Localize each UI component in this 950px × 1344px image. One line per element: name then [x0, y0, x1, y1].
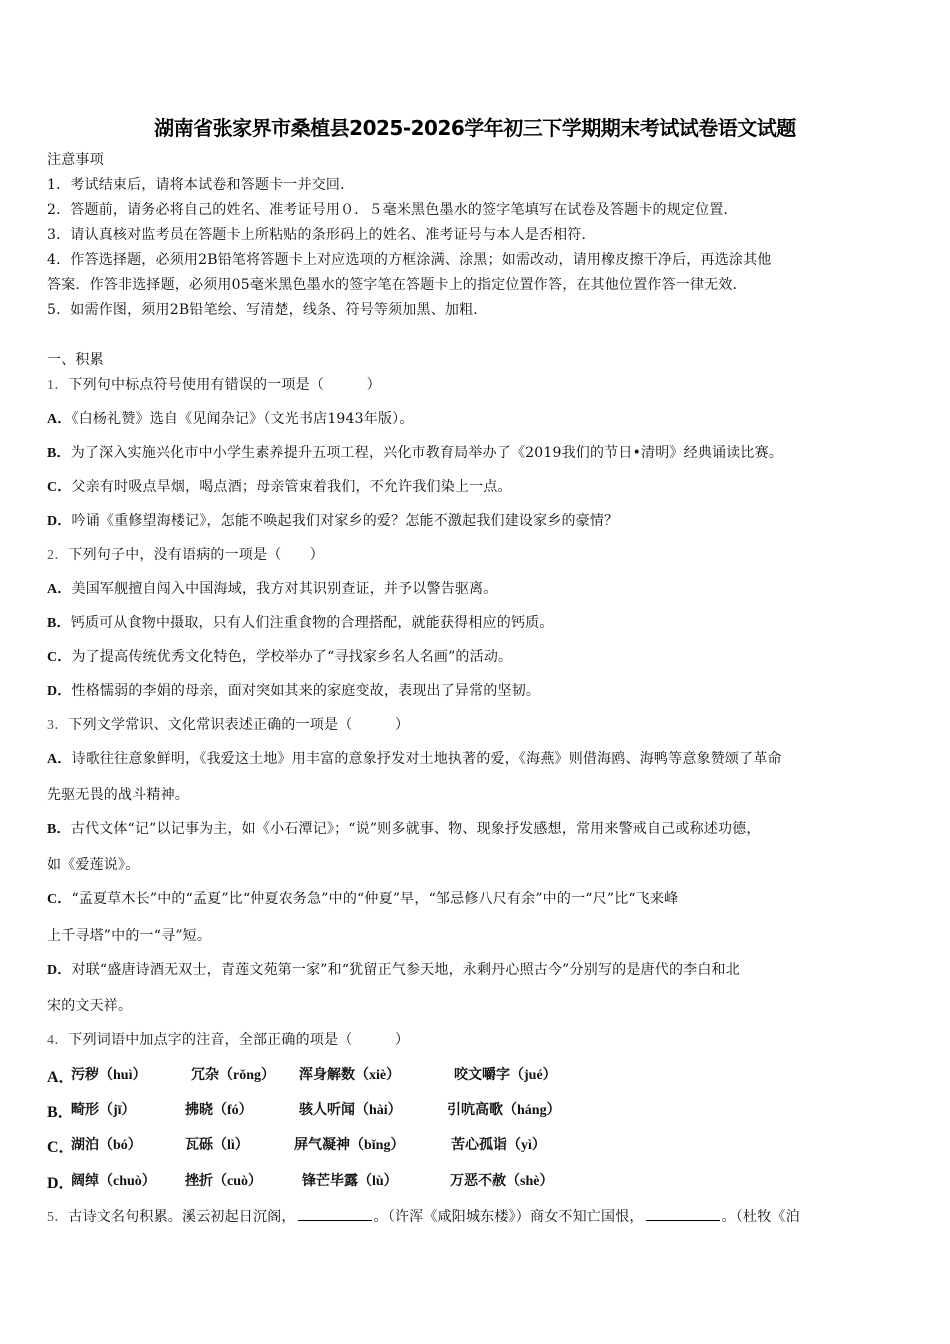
question-text: 下列句子中，没有语病的一项是（ ） [68, 547, 325, 563]
option-text: 吟诵《重修望海楼记》，怎能不唤起我们对家乡的爱？怎能不激起我们建设家乡的豪情？ [71, 513, 619, 529]
question-text: 古诗文名句积累。溪云初起日沉阁， [68, 1209, 296, 1225]
question-2-option-a [47, 579, 498, 600]
pinyin-word: 畸形（jī） [71, 1103, 136, 1118]
option-text: 古代文体“记”以记事为主，如《小石潭记》；“说”则多就事、物、现象抒发感想，常用来警戒自己或称述功德， [70, 821, 761, 837]
option-letter: C． [47, 480, 72, 495]
question-3-option-c [47, 889, 678, 910]
pinyin-word: 湖泊（bó） [71, 1138, 142, 1153]
question-number: 3． [47, 718, 69, 733]
notice-item: 答案．作答非选择题，必须用05毫米黑色墨水的签字笔在答题卡上的指定位置作答，在其他位置作答一律无效． [47, 277, 747, 293]
option-letter: B． [47, 822, 71, 837]
question-1-option-b [47, 443, 783, 464]
question-3-option-b-continued: 如《爱莲说》。 [47, 857, 140, 873]
section-heading: 一、积累 [47, 352, 104, 368]
pinyin-word: 瓦砾（lì） [185, 1138, 249, 1153]
question-3-option-a-continued: 先驱无畏的战斗精神。 [47, 787, 189, 803]
question-2-option-d [47, 681, 540, 702]
option-text: 对联“盛唐诗酒无双士，青莲文苑第一家”和“犹留正气参天地，永剩丹心照古今”分别写的是唐代的李白和北 [71, 962, 740, 978]
option-text: 钙质可从食物中摄取，只有人们注重食物的合理搭配，就能获得相应的钙质。 [70, 615, 554, 631]
notice-item: 4．作答选择题，必须用2B铅笔将答题卡上对应选项的方框涂满、涂黑；如需改动，请用橡皮擦干净后，再选涂其他 [47, 252, 772, 268]
option-letter: D． [47, 684, 72, 699]
pinyin-word: 阔绰（chuò） [71, 1174, 156, 1189]
pinyin-word: 屏气凝神（bǐng） [294, 1138, 405, 1153]
question-text: 下列句中标点符号使用有错误的一项是（ ） [68, 377, 381, 393]
question-4-option-a [47, 1064, 927, 1084]
page-title: 湖南省张家界市桑植县2025-2026学年初三下学期期末考试试卷语文试题 [154, 116, 796, 140]
notice-heading: 注意事项 [47, 152, 104, 168]
question-3-option-d-continued: 宋的文天祥。 [47, 998, 133, 1014]
pinyin-word: 挫折（cuò） [185, 1174, 262, 1189]
option-letter: A． [47, 582, 72, 597]
question-number: 5． [47, 1210, 69, 1225]
option-letter: A． [47, 412, 72, 427]
notice-item: 1．考试结束后，请将本试卷和答题卡一并交回． [47, 177, 355, 193]
question-3-option-a [47, 749, 782, 770]
question-1-option-a [47, 409, 414, 430]
question-3-option-d [47, 960, 740, 981]
option-text: 为了深入实施兴化市中小学生素养提升五项工程，兴化市教育局举办了《2019我们的节日•清明》经典诵读比赛。 [70, 445, 784, 461]
option-letter: A． [47, 752, 72, 767]
option-text: 《白杨礼赞》选自《见闻杂记》（文光书店1943年版）。 [71, 411, 414, 427]
question-2-stem [47, 545, 324, 566]
option-text: 为了提高传统优秀文化特色，学校举办了“寻找家乡名人名画”的活动。 [71, 649, 513, 665]
question-number: 2． [47, 548, 69, 563]
pinyin-word: 苦心孤诣（yì） [451, 1138, 546, 1153]
option-text: 美国军舰擅自闯入中国海域，我方对其识别查证，并予以警告驱离。 [71, 581, 498, 597]
fill-in-blank[interactable] [298, 1208, 372, 1221]
option-letter: A． [47, 1069, 75, 1086]
option-letter: B． [47, 616, 71, 631]
pinyin-word: 引吭高歌（háng） [447, 1103, 561, 1118]
fill-in-blank[interactable] [646, 1208, 720, 1221]
question-2-option-c [47, 647, 512, 668]
question-text: 。（杜牧《泊 [721, 1209, 800, 1225]
pinyin-word: 拂晓（fó） [185, 1103, 253, 1118]
option-text: 性格懦弱的李娟的母亲，面对突如其来的家庭变故，表现出了异常的坚韧。 [71, 683, 541, 699]
option-letter: C． [47, 1139, 75, 1156]
pinyin-word: 浑身解数（xiè） [299, 1068, 401, 1083]
question-2-option-b [47, 613, 554, 634]
option-letter: C． [47, 892, 72, 907]
option-letter: B． [47, 446, 71, 461]
pinyin-word: 万恶不赦（shè） [450, 1174, 554, 1189]
question-4-option-b [47, 1099, 927, 1119]
question-1-option-d [47, 511, 618, 532]
question-1-stem [47, 375, 381, 396]
question-3-option-b [47, 819, 761, 840]
option-text: 诗歌往往意象鲜明，《我爱这土地》用丰富的意象抒发对土地执著的爱，《海燕》则借海鸥、海鸭等意象赞颂了革命 [71, 751, 782, 767]
question-4-stem [47, 1030, 409, 1051]
notice-item: 3．请认真核对监考员在答题卡上所粘贴的条形码上的姓名、准考证号与本人是否相符． [47, 227, 596, 243]
question-4-option-c [47, 1134, 927, 1154]
option-letter: D． [47, 963, 72, 978]
question-4-option-d [47, 1170, 927, 1190]
option-text: “孟夏草木长”中的“孟夏”比“仲夏农务急”中的“仲夏”早，“邹忌修八尺有余”中的一“尺”比“飞来峰 [71, 891, 679, 907]
option-letter: B． [47, 1104, 74, 1121]
question-3-option-c-continued: 上千寻塔”中的一“寻”短。 [47, 928, 212, 944]
notice-item: 2．答题前，请务必将自己的姓名、准考证号用０．５毫米黑色墨水的签字笔填写在试卷及答题卡的规定位置． [47, 202, 738, 218]
question-3-stem [47, 715, 409, 736]
pinyin-word: 骇人听闻（hài） [299, 1103, 402, 1118]
option-text: 父亲有时吸点旱烟，喝点酒；母亲管束着我们，不允许我们染上一点。 [71, 479, 512, 495]
pinyin-word: 咬文嚼字（jué） [454, 1068, 557, 1083]
question-number: 4． [47, 1033, 69, 1048]
option-letter: C． [47, 650, 72, 665]
pinyin-word: 冗杂（rǒng） [191, 1068, 275, 1083]
pinyin-word: 污秽（huì） [71, 1068, 147, 1083]
question-1-option-c [47, 477, 512, 498]
notice-item: 5．如需作图，须用2B铅笔绘、写清楚，线条、符号等须加黑、加粗． [47, 302, 488, 318]
pinyin-word: 锋芒毕露（lù） [302, 1174, 398, 1189]
option-letter: D． [47, 1175, 75, 1192]
question-text: 下列词语中加点字的注音，全部正确的项是（ ） [68, 1032, 410, 1048]
question-number: 1． [47, 378, 69, 393]
question-5-stem [47, 1207, 800, 1228]
question-text: 下列文学常识、文化常识表述正确的一项是（ ） [68, 717, 410, 733]
question-text: 。（许浑《咸阳城东楼》）商女不知亡国恨， [373, 1209, 644, 1225]
option-letter: D． [47, 514, 72, 529]
